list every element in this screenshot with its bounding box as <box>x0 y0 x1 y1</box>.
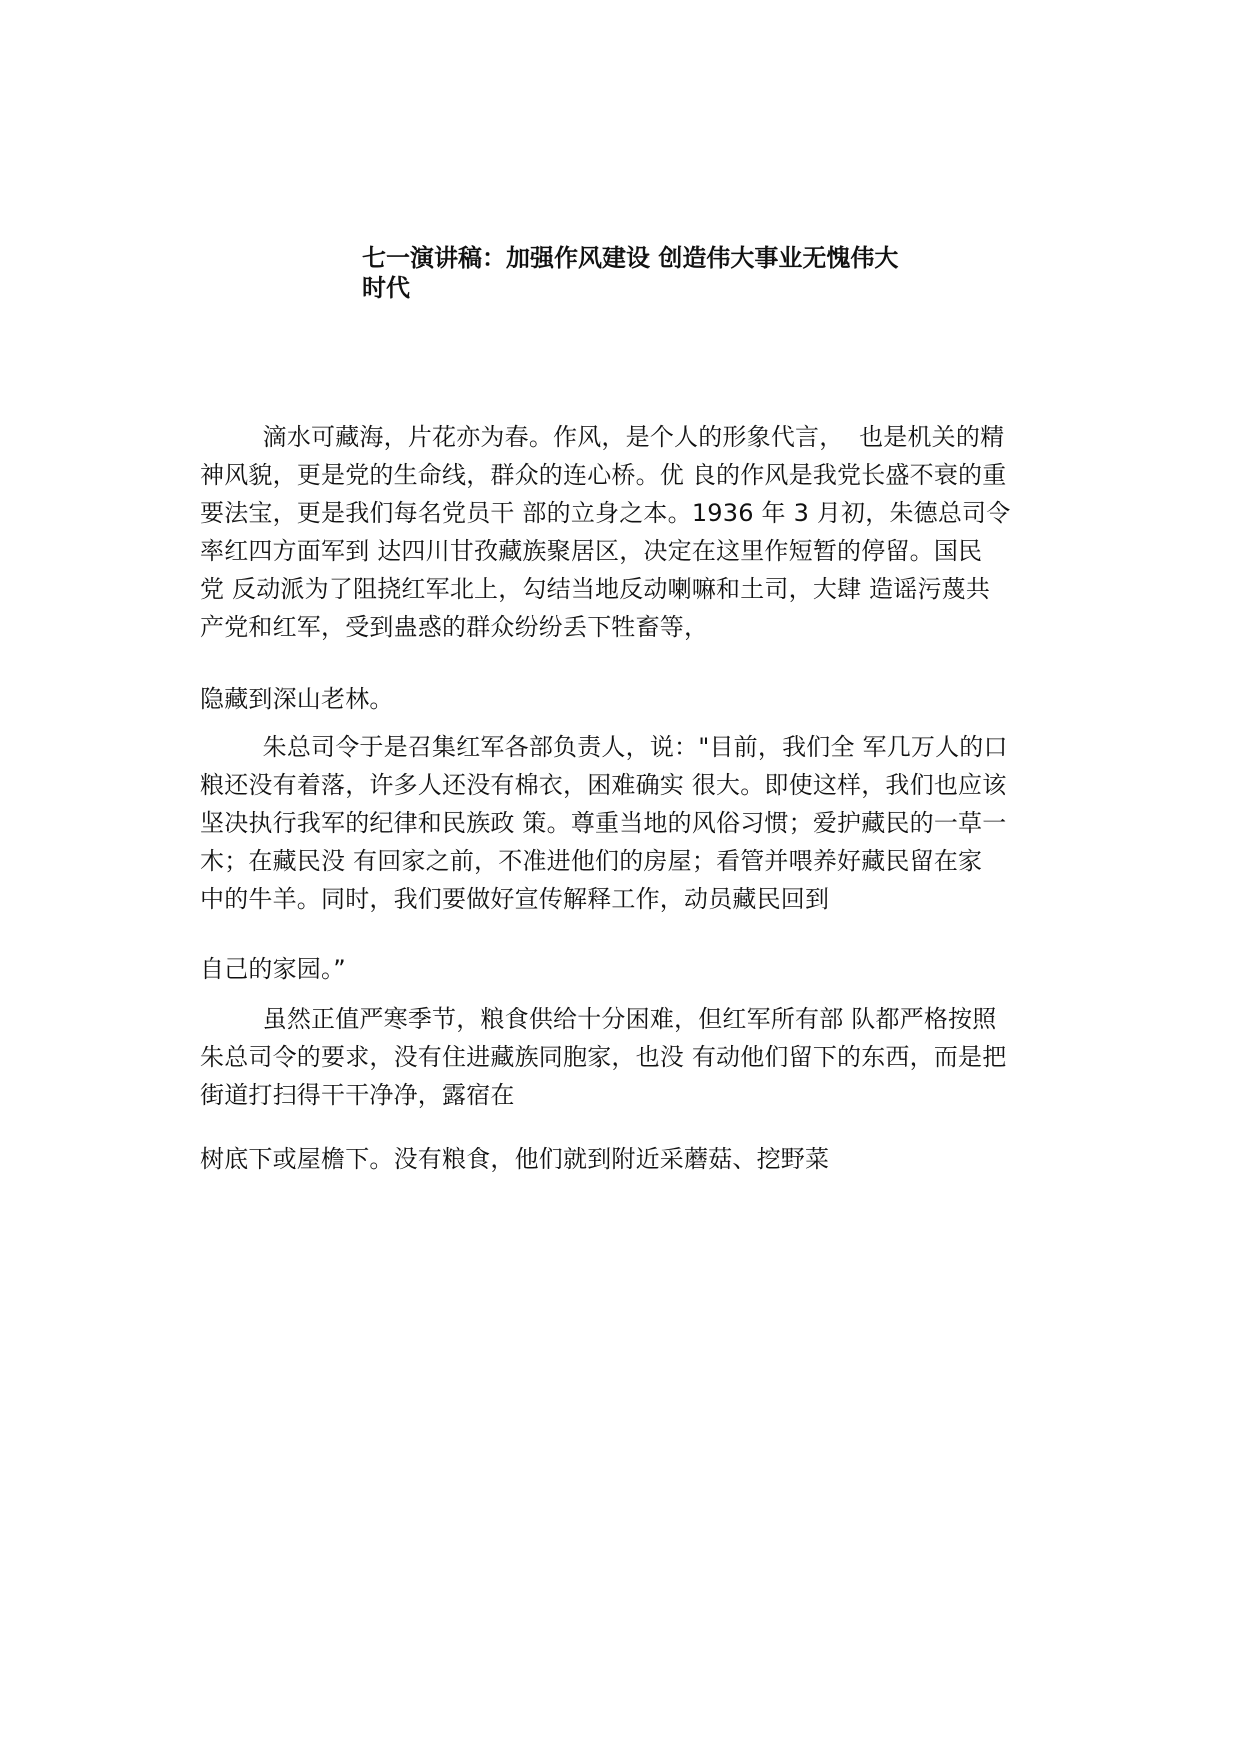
paragraph-2 <box>200 728 1080 918</box>
text-line: 朱总司令于是召集红军各部负责人，说："目前，我们全 军几万人的口 <box>200 733 1008 761</box>
text-line: 隐藏到深山老林。 <box>200 685 394 713</box>
text-line: 粮还没有着落，许多人还没有棉衣，困难确实 很大。即使这样，我们也应该 <box>200 771 1007 799</box>
text-line: 率红四方面军到 达四川甘孜藏族聚居区，决定在这里作短暂的停留。国民 <box>200 537 983 565</box>
paragraph-1 <box>200 418 1080 646</box>
paragraph-3-tail <box>200 1140 1080 1178</box>
text-line: 树底下或屋檐下。没有粮食，他们就到附近采蘑菇、挖野菜 <box>200 1145 830 1173</box>
text-line: 坚决执行我军的纪律和民族政 策。尊重当地的风俗习惯；爱护藏民的一草一 <box>200 809 1007 837</box>
document-title <box>362 243 922 303</box>
title-line-2: 时代 <box>362 274 410 302</box>
text-line: 木；在藏民没 有回家之前，不准进他们的房屋；看管并喂养好藏民留在家 <box>200 847 983 875</box>
text-line: 朱总司令的要求，没有住进藏族同胞家，也没 有动他们留下的东西，而是把 <box>200 1043 1007 1071</box>
text-line: 自己的家园。” <box>200 955 346 983</box>
text-line: 产党和红军，受到蛊惑的群众纷纷丢下牲畜等， <box>200 613 709 641</box>
text-line: 滴水可藏海，片花亦为春。作风，是个人的形象代言， 也是机关的精 <box>200 423 1005 451</box>
text-line: 神风貌，更是党的生命线，群众的连心桥。优 良的作风是我党长盛不衰的重 <box>200 461 1007 489</box>
text-line: 街道打扫得干干净净，露宿在 <box>200 1081 515 1109</box>
paragraph-3 <box>200 1000 1080 1114</box>
text-line: 中的牛羊。同时，我们要做好宣传解释工作，动员藏民回到 <box>200 885 830 913</box>
paragraph-1-tail <box>200 680 1080 718</box>
text-line: 要法宝，更是我们每名党员干 部的立身之本。1936 年 3 月初，朱德总司令 <box>200 499 1011 527</box>
text-line: 党 反动派为了阻挠红军北上，勾结当地反动喇嘛和土司，大肆 造谣污蔑共 <box>200 575 991 603</box>
text-line: 虽然正值严寒季节，粮食供给十分困难，但红军所有部 队都严格按照 <box>200 1005 997 1033</box>
title-line-1: 七一演讲稿：加强作风建设 创造伟大事业无愧伟大 <box>362 244 899 272</box>
paragraph-2-tail <box>200 950 1080 988</box>
